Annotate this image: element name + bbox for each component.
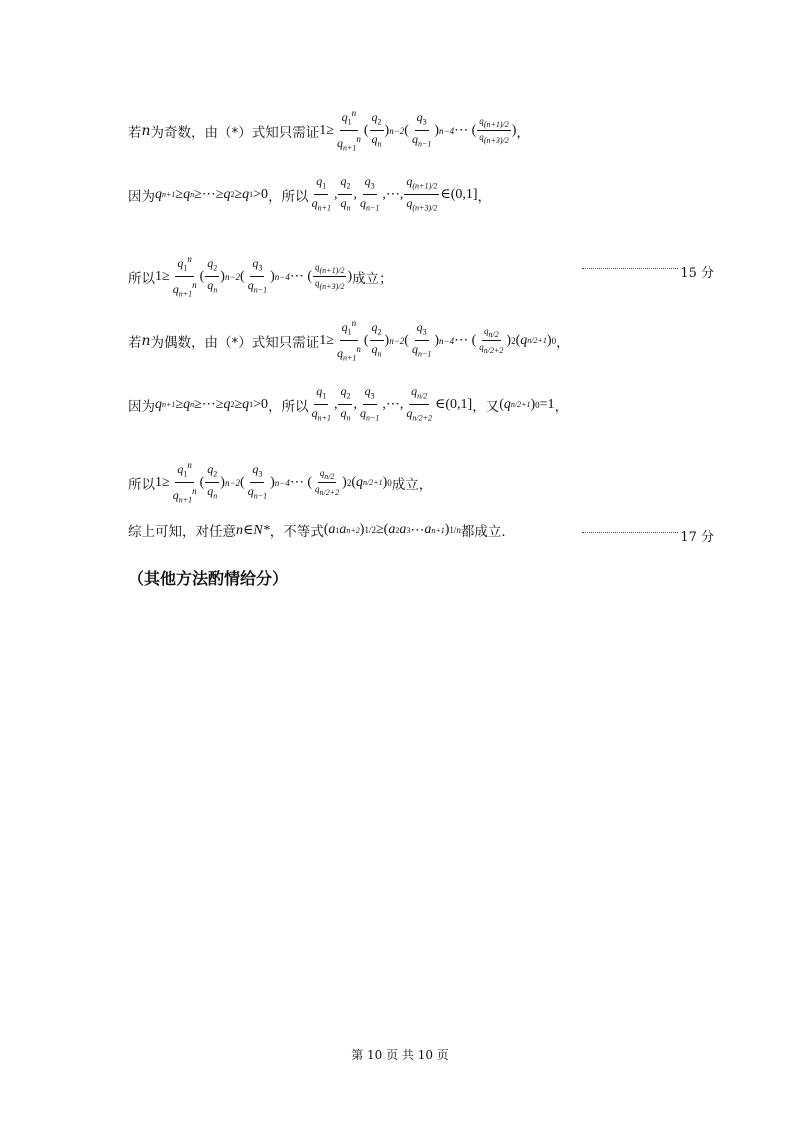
- summary-inequality: ( a 1 a n+2 ) 1/2 ≥( a 2 a 3 ⋯ a n+1 ) 1/n: [323, 522, 461, 538]
- odd-conclusion-formula: 1≥ $\frac{q_1^n}{q_{n+1}^n}$ ( $\frac{q_2}{q_n}$ ) n−2 ( $\frac{q_3}{q_{n-1}}$ ) n−4 ⋯ ( $\frac{q_{(n+1)/2}}{q_{(n+3)/2}}$ ): [155, 254, 353, 299]
- even-conclusion-line: 所以 1≥ $\frac{q_1^n}{q_{n+1}^n}$ ( $\frac{q_2}{q_n}$ ) n−2 ( $\frac{q_3}{q_{n-1}}$ ) n−4 ⋯ ( $\frac{q_{n/2}}{q_{n/2+2}}$ ) 2 ( q n/2+1 ) 0 成立，: [128, 458, 432, 508]
- even-case-line: 若 n 为偶数，由（*）式知只需证 1≥ $\frac{q_1^n}{q_{n+1}^n}$ ( $\frac{q_2}{q_n}$ ) n−2 ( $\frac{q_3}{q_{n-1}}$ ) n−4 ⋯ ( $\frac{q_{n/2}}{q_{n/2+2}}$ ) 2 ( q n/2+1 ) 0 ，: [128, 316, 570, 366]
- summary-line: 综上可知，对任意 n∈N* ，不等式 ( a 1 a n+2 ) 1/2 ≥( a 2 a 3 ⋯ a n+1 ) 1/n 都成立.: [128, 522, 506, 540]
- odd-case-prefix: 若: [128, 124, 142, 141]
- summary-domain: n∈N*: [236, 522, 270, 538]
- score-17: 17 分: [582, 526, 714, 545]
- odd-case-var: n: [141, 122, 151, 139]
- odd-case-formula: 1≥ $\frac{q_1^n}{q_{n+1}^n}$ ( $\frac{q_2}{q_n}$ ) n−2 ( $\frac{q_3}{q_{n-1}}$ ) n−4 ⋯ ( $\frac{q_{(n+1)/2}}{q_{(n+3)/2}}$ ): [319, 108, 517, 153]
- even-because-line: 因为 q n+1 ≥ q n ≥⋯≥ q 2 ≥ q 1 >0 ，所以 $\frac{q_1}{q_{n+1}}$ , $\frac{q_2}{q_n}$ , $\frac{q_3}{q_{n-1}}$ ,⋯, $\frac{q_{n/2}}{q_{n/2+2}}$ ∈(0,1] ，又 ( q n/2+1 ) 0 =1 ，: [128, 384, 568, 426]
- odd-ratios: $\frac{q_1}{q_{n+1}}$ , $\frac{q_2}{q_n}$ , $\frac{q_3}{q_{n-1}}$ ,⋯, $\frac{q_{(n+1)/2}}{q_{(n+3)/2}}$ ∈(0,1]: [311, 174, 478, 213]
- odd-because-line: 因为 q n+1 ≥ q n ≥⋯≥ q 2 ≥ q 1 >0 ，所以 $\frac{q_1}{q_{n+1}}$ , $\frac{q_2}{q_n}$ , $\frac{q_3}{q_{n-1}}$ ,⋯, $\frac{q_{(n+1)/2}}{q_{(n+3)/2}}$ ∈(0,1] ，: [128, 174, 491, 216]
- grading-note: （其他方法酌情给分）: [128, 569, 289, 588]
- even-chain: q n+1 ≥ q n ≥⋯≥ q 2 ≥ q 1 >0: [155, 396, 269, 413]
- odd-case-line: 若 n 为奇数，由（*）式知只需证 1≥ $\frac{q_1^n}{q_{n+1}^n}$ ( $\frac{q_2}{q_n}$ ) n−2 ( $\frac{q_3}{q_{n-1}}$ ) n−4 ⋯ ( $\frac{q_{(n+1)/2}}{q_{(n+3)/2}}$ ) ，: [128, 106, 530, 156]
- odd-conclusion-line: 所以 1≥ $\frac{q_1^n}{q_{n+1}^n}$ ( $\frac{q_2}{q_n}$ ) n−2 ( $\frac{q_3}{q_{n-1}}$ ) n−4 ⋯ ( $\frac{q_{(n+1)/2}}{q_{(n+3)/2}}$ ) 成立；: [128, 252, 393, 302]
- score-15: 15 分: [582, 262, 714, 281]
- even-case-formula: 1≥ $\frac{q_1^n}{q_{n+1}^n}$ ( $\frac{q_2}{q_n}$ ) n−2 ( $\frac{q_3}{q_{n-1}}$ ) n−4 ⋯ ( $\frac{q_{n/2}}{q_{n/2+2}}$ ) 2 ( q n/2+1 ) 0: [319, 318, 557, 363]
- odd-chain: q n+1 ≥ q n ≥⋯≥ q 2 ≥ q 1 >0: [155, 186, 269, 203]
- odd-case-middle: 为奇数，由（*）式知只需证: [150, 124, 320, 141]
- even-conclusion-formula: 1≥ $\frac{q_1^n}{q_{n+1}^n}$ ( $\frac{q_2}{q_n}$ ) n−2 ( $\frac{q_3}{q_{n-1}}$ ) n−4 ⋯ ( $\frac{q_{n/2}}{q_{n/2+2}}$ ) 2 ( q n/2+1 ) 0: [155, 460, 392, 505]
- even-ratios: $\frac{q_1}{q_{n+1}}$ , $\frac{q_2}{q_n}$ , $\frac{q_3}{q_{n-1}}$ ,⋯, $\frac{q_{n/2}}{q_{n/2+2}}$ ∈(0,1]: [311, 384, 473, 423]
- page-footer: 第 10 页 共 10 页: [351, 1048, 449, 1062]
